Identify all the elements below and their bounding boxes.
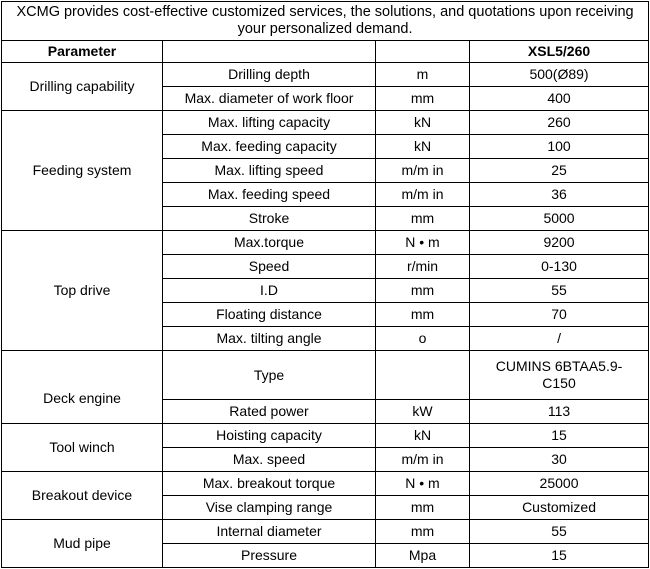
unit-cell: mm [376, 207, 470, 231]
unit-cell: mm [376, 87, 470, 111]
unit-cell: m/m in [376, 159, 470, 183]
unit-cell: N • m [376, 472, 470, 496]
value-cell: 113 [470, 400, 649, 424]
header-blank [376, 41, 470, 63]
header-row [2, 41, 649, 63]
item-cell: Drilling depth [163, 63, 376, 87]
header-blank [163, 41, 376, 63]
item-cell: Max. feeding speed [163, 183, 376, 207]
group-label: Breakout device [2, 472, 163, 520]
header-model: XSL5/260 [470, 41, 649, 63]
item-cell: I.D [163, 279, 376, 303]
unit-cell: mm [376, 279, 470, 303]
table-row [2, 63, 649, 87]
value-cell: 500(Ø89) [470, 63, 649, 87]
unit-cell: o [376, 327, 470, 351]
unit-cell: kW [376, 400, 470, 424]
table-row [2, 111, 649, 135]
intro-row [2, 2, 649, 41]
item-cell: Max.torque [163, 231, 376, 255]
value-cell: 260 [470, 111, 649, 135]
unit-cell: kN [376, 424, 470, 448]
item-cell: Internal diameter [163, 520, 376, 544]
value-cell: 0-130 [470, 255, 649, 279]
value-cell: 55 [470, 279, 649, 303]
table-row [2, 424, 649, 448]
value-cell: 400 [470, 87, 649, 111]
value-cell: 9200 [470, 231, 649, 255]
item-cell: Max. diameter of work floor [163, 87, 376, 111]
item-cell: Pressure [163, 544, 376, 568]
item-cell: Stroke [163, 207, 376, 231]
value-cell: 70 [470, 303, 649, 327]
value-cell: 25 [470, 159, 649, 183]
group-label: Drilling capability [2, 63, 163, 111]
intro-text: XCMG provides cost-effective customized services, the solutions, and quotations upon receiving your personalized demand. [2, 2, 649, 41]
unit-cell: kN [376, 135, 470, 159]
item-cell: Rated power [163, 400, 376, 424]
item-cell: Floating distance [163, 303, 376, 327]
unit-cell: N • m [376, 231, 470, 255]
value-cell: 5000 [470, 207, 649, 231]
unit-cell [376, 351, 470, 400]
value-cell: 15 [470, 424, 649, 448]
table-row [2, 520, 649, 544]
value-cell: / [470, 327, 649, 351]
item-cell: Max. tilting angle [163, 327, 376, 351]
value-cell: Customized [470, 496, 649, 520]
unit-cell: m [376, 63, 470, 87]
table-row [2, 231, 649, 255]
table-row [2, 472, 649, 496]
unit-cell: Mpa [376, 544, 470, 568]
group-label: Feeding system [2, 111, 163, 231]
value-cell: CUMINS 6BTAA5.9-C150 [470, 351, 649, 400]
unit-cell: mm [376, 496, 470, 520]
item-cell: Hoisting capacity [163, 424, 376, 448]
item-cell: Max. breakout torque [163, 472, 376, 496]
item-cell: Vise clamping range [163, 496, 376, 520]
unit-cell: mm [376, 303, 470, 327]
value-cell: 25000 [470, 472, 649, 496]
spec-sheet [1, 1, 648, 568]
unit-cell: r/min [376, 255, 470, 279]
table-row [2, 351, 649, 400]
value-cell: 30 [470, 448, 649, 472]
item-cell: Speed [163, 255, 376, 279]
unit-cell: m/m in [376, 448, 470, 472]
unit-cell: mm [376, 520, 470, 544]
spec-table [1, 1, 649, 568]
unit-cell: m/m in [376, 183, 470, 207]
value-cell: 15 [470, 544, 649, 568]
item-cell: Type [163, 351, 376, 400]
item-cell: Max. feeding capacity [163, 135, 376, 159]
item-cell: Max. lifting capacity [163, 111, 376, 135]
value-cell: 100 [470, 135, 649, 159]
item-cell: Max. lifting speed [163, 159, 376, 183]
group-label: Tool winch [2, 424, 163, 472]
unit-cell: kN [376, 111, 470, 135]
group-label: Top drive [2, 231, 163, 351]
item-cell: Max. speed [163, 448, 376, 472]
header-parameter: Parameter [2, 41, 163, 63]
value-cell: 36 [470, 183, 649, 207]
group-label: Mud pipe [2, 520, 163, 568]
group-label: Deck engine [2, 351, 163, 424]
value-cell: 55 [470, 520, 649, 544]
